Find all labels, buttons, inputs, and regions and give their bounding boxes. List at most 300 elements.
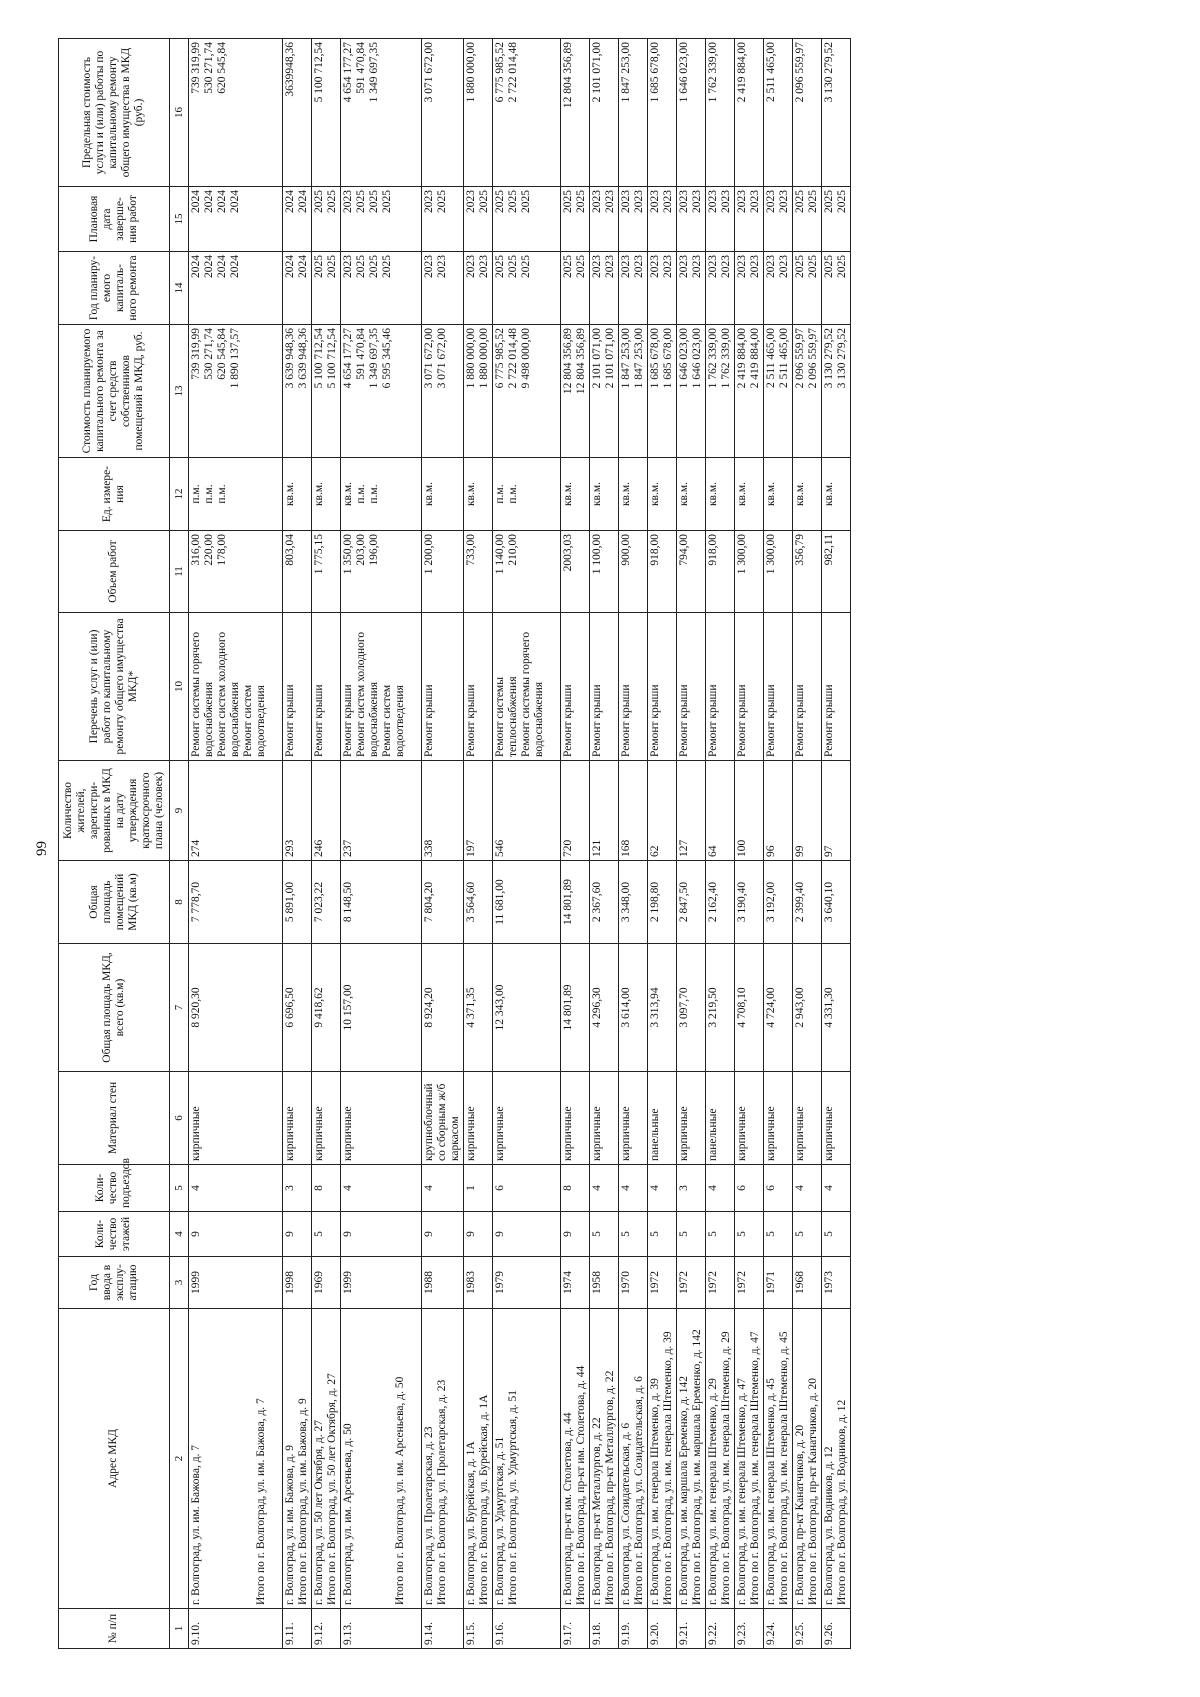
- work-list-cell: [463, 613, 492, 761]
- premises-area-cell: 7 778,70: [189, 861, 283, 944]
- work-volume-line: 1 200,00: [423, 534, 436, 575]
- address-line: г. Волгоград, ул. им. Арсеньева, д. 50: [342, 1423, 355, 1605]
- planned-year-line: 2025: [561, 255, 574, 278]
- repair-cost-cell: [560, 325, 589, 458]
- work-volume-cell: [560, 531, 589, 613]
- address-line: г. Волгоград, ул. Бурейская, д. 1А: [464, 1441, 477, 1605]
- work-list-line: [836, 616, 849, 757]
- wall-material-cell: кирпичные: [763, 1072, 792, 1165]
- address-cell: [312, 1309, 341, 1609]
- address-line: г. Волгоград, ул. Пролетарская, д. 23: [423, 1426, 436, 1605]
- completion-date-line: 2025: [574, 190, 587, 213]
- completion-date-line: 2025: [793, 190, 806, 213]
- address-line: г. Волгоград, ул. им. генерала Штеменко, д. 45: [764, 1378, 777, 1605]
- repair-cost-line: 1 847 253,00: [619, 328, 632, 389]
- work-volume-line: [691, 534, 704, 609]
- work-volume-cell: [492, 531, 560, 613]
- repair-cost-line: 3 130 279,52: [835, 328, 848, 389]
- unit-line: [229, 461, 242, 527]
- planned-year-line: 2024: [216, 255, 229, 278]
- limit-cost-cell: [463, 39, 492, 187]
- unit-line: п.м.: [203, 484, 216, 504]
- repair-cost-line: 3 639 948,36: [284, 328, 297, 389]
- row-number-cell: 9.17.: [560, 1609, 589, 1649]
- residents-count-cell: 197: [463, 761, 492, 861]
- work-volume-line: 203,00: [355, 534, 368, 566]
- unit-line: [436, 461, 449, 527]
- address-cell: [705, 1309, 734, 1609]
- address-cell: [492, 1309, 560, 1609]
- residents-count-cell: 96: [763, 761, 792, 861]
- floors-count-cell: 5: [705, 1212, 734, 1257]
- limit-cost-line: [662, 42, 675, 183]
- repair-cost-line: 2 419 884,00: [748, 328, 761, 389]
- work-volume-line: 1 140,00: [493, 534, 506, 575]
- address-cell: [618, 1309, 647, 1609]
- completion-date-cell: [341, 187, 422, 252]
- limit-cost-line: [478, 42, 491, 183]
- year-built-cell: 1969: [312, 1257, 341, 1309]
- repair-cost-line: 2 101 071,00: [603, 328, 616, 389]
- planned-year-line: 2025: [368, 255, 381, 278]
- year-built-cell: 1999: [189, 1257, 283, 1309]
- work-volume-line: [381, 534, 394, 609]
- address-line: г. Волгоград, ул. им. генерала Штеменко, д. 29: [706, 1378, 719, 1605]
- repair-cost-cell: [492, 325, 560, 458]
- address-line: г. Волгоград, пр-кт им. Столетова, д. 44: [561, 1412, 574, 1605]
- address-line: Итого по г. Волгоград, ул. им. генерала Штеменко, д. 29: [719, 1331, 732, 1605]
- year-built-cell: 1998: [283, 1257, 312, 1309]
- limit-cost-line: 6 775 985,52: [493, 42, 506, 103]
- work-volume-cell: [341, 531, 422, 613]
- completion-date-line: 2025: [493, 190, 506, 213]
- planned-year-line: 2025: [313, 255, 326, 278]
- repair-cost-cell: [792, 325, 821, 458]
- repair-cost-line: 5 100 712,54: [326, 328, 339, 389]
- repair-cost-cell: [705, 325, 734, 458]
- floors-count-cell: 9: [463, 1212, 492, 1257]
- address-cell: [189, 1309, 283, 1609]
- work-volume-line: [297, 534, 310, 609]
- planned-year-cell: [676, 252, 705, 325]
- planned-year-line: 2025: [835, 255, 848, 278]
- limit-cost-line: [520, 42, 533, 183]
- total-area-cell: 3 614,00: [618, 944, 647, 1072]
- table-row: [792, 39, 821, 1649]
- address-line: г. Волгоград, ул. им. генерала Штеменко, д. 47: [735, 1378, 748, 1605]
- repair-cost-line: 530 271,74: [203, 328, 216, 380]
- floors-count-cell: 5: [647, 1212, 676, 1257]
- repair-cost-cell: [422, 325, 464, 458]
- wall-material-cell: кирпичные: [560, 1072, 589, 1165]
- work-list-line: Ремонт крыши: [313, 684, 326, 757]
- unit-line: [478, 461, 491, 527]
- planned-year-cell: [463, 252, 492, 325]
- work-list-cell: [821, 613, 850, 761]
- work-volume-line: 356,79: [793, 534, 806, 566]
- address-line: Итого по г. Волгоград, ул. им. генерала Штеменко, д. 45: [777, 1331, 790, 1605]
- address-line: г. Волгоград, ул. им. Бажова, д. 7: [190, 1444, 203, 1605]
- limit-cost-cell: [618, 39, 647, 187]
- work-volume-cell: [422, 531, 464, 613]
- limit-cost-line: 1 880 000,00: [464, 42, 477, 103]
- repair-cost-line: 3 130 279,52: [822, 328, 835, 389]
- repair-cost-cell: [618, 325, 647, 458]
- table-row: [341, 39, 422, 1649]
- table-row: [618, 39, 647, 1649]
- planned-year-line: 2024: [284, 255, 297, 278]
- row-number-cell: 9.10.: [189, 1609, 283, 1649]
- limit-cost-cell: [492, 39, 560, 187]
- residents-count-cell: 237: [341, 761, 422, 861]
- unit-line: кв.м.: [342, 481, 355, 507]
- column-header: № п/п: [59, 1609, 170, 1649]
- completion-date-line: 2023: [603, 190, 616, 213]
- work-list-cell: [492, 613, 560, 761]
- residents-count-cell: 121: [589, 761, 618, 861]
- completion-date-line: 2025: [381, 190, 394, 213]
- work-list-line: Ремонт крыши: [590, 684, 603, 757]
- row-number-cell: 9.14.: [422, 1609, 464, 1649]
- limit-cost-line: [720, 42, 733, 183]
- completion-date-line: 2023: [677, 190, 690, 213]
- header-row: [59, 39, 170, 1649]
- work-list-line: [691, 616, 704, 757]
- completion-date-cell: [492, 187, 560, 252]
- limit-cost-line: [326, 42, 339, 183]
- limit-cost-line: 2 101 071,00: [590, 42, 603, 103]
- address-line: г. Волгоград, пр-кт Канатчиков, д. 20: [793, 1424, 806, 1605]
- entrances-count-cell: 6: [492, 1165, 560, 1212]
- total-area-cell: 4 371,35: [463, 944, 492, 1072]
- completion-date-cell: [792, 187, 821, 252]
- work-volume-line: [520, 534, 533, 609]
- repair-cost-line: 3 639 948,36: [297, 328, 310, 389]
- completion-date-line: 2025: [822, 190, 835, 213]
- unit-cell: [618, 458, 647, 531]
- residents-count-cell: 62: [647, 761, 676, 861]
- total-area-cell: 8 920,30: [189, 944, 283, 1072]
- repair-cost-line: 12 804 356,89: [574, 328, 587, 395]
- unit-line: [807, 461, 820, 527]
- completion-date-line: 2023: [423, 190, 436, 213]
- address-line: г. Волгоград, ул. им. Бажова, д. 9: [284, 1444, 297, 1605]
- limit-cost-line: 2 419 884,00: [735, 42, 748, 103]
- address-line: Итого по г. Волгоград, ул. 50 лет Октября, д. 27: [326, 1373, 339, 1605]
- work-volume-line: [836, 534, 849, 609]
- entrances-count-cell: 3: [283, 1165, 312, 1212]
- work-volume-cell: [463, 531, 492, 613]
- work-list-line: [546, 616, 559, 757]
- year-built-cell: 1972: [647, 1257, 676, 1309]
- work-volume-line: [604, 534, 617, 609]
- limit-cost-line: [836, 42, 849, 183]
- repair-cost-line: 3 071 672,00: [423, 328, 436, 389]
- limit-cost-line: 591 470,84: [355, 42, 368, 94]
- year-built-cell: 1983: [463, 1257, 492, 1309]
- column-header: Плановая дата заверше-ния работ: [59, 187, 170, 252]
- work-list-line: [778, 616, 791, 757]
- entrances-count-cell: 1: [463, 1165, 492, 1212]
- repair-cost-line: 591 470,84: [355, 328, 368, 380]
- capital-repair-table: [58, 38, 851, 1649]
- work-volume-line: 794,00: [677, 534, 690, 566]
- limit-cost-line: 2 722 014,48: [506, 42, 519, 103]
- address-cell: [341, 1309, 422, 1609]
- premises-area-cell: 11 681,00: [492, 861, 560, 944]
- repair-cost-line: 3 071 672,00: [436, 328, 449, 389]
- address-cell: [763, 1309, 792, 1609]
- completion-date-line: 2023: [632, 190, 645, 213]
- planned-year-cell: [647, 252, 676, 325]
- unit-line: [297, 461, 310, 527]
- planned-year-line: 2025: [822, 255, 835, 278]
- address-line: г. Волгоград, ул. Удмуртская, д. 51: [493, 1436, 506, 1605]
- total-area-cell: 10 157,00: [341, 944, 422, 1072]
- repair-cost-line: 1 685 678,00: [648, 328, 661, 389]
- repair-cost-cell: [341, 325, 422, 458]
- column-header: Объем работ: [59, 531, 170, 613]
- year-built-cell: 1972: [734, 1257, 763, 1309]
- row-number-cell: 9.23.: [734, 1609, 763, 1649]
- limit-cost-cell: [283, 39, 312, 187]
- work-volume-line: 196,00: [368, 534, 381, 566]
- address-line: [203, 1312, 216, 1605]
- floors-count-cell: 5: [763, 1212, 792, 1257]
- planned-year-line: 2023: [590, 255, 603, 278]
- work-volume-line: [478, 534, 491, 609]
- limit-cost-cell: [676, 39, 705, 187]
- planned-year-line: 2023: [735, 255, 748, 278]
- table-row: [821, 39, 850, 1649]
- planned-year-cell: [618, 252, 647, 325]
- total-area-cell: 2 943,00: [792, 944, 821, 1072]
- total-area-cell: 9 418,62: [312, 944, 341, 1072]
- premises-area-cell: 14 801,89: [560, 861, 589, 944]
- column-header: Стоимость планируемого капитального ремонта за счет средств собственников помещений в МКД, руб.: [59, 325, 170, 458]
- work-list-cell: [341, 613, 422, 761]
- repair-cost-line: 1 646 023,00: [690, 328, 703, 389]
- entrances-count-cell: 8: [312, 1165, 341, 1212]
- completion-date-line: 2025: [326, 190, 339, 213]
- planned-year-line: 2024: [297, 255, 310, 278]
- row-number-cell: 9.21.: [676, 1609, 705, 1649]
- unit-line: п.м.: [493, 484, 506, 504]
- column-number: 11: [169, 531, 188, 613]
- repair-cost-line: 1 890 137,57: [229, 328, 242, 389]
- completion-date-line: 2025: [313, 190, 326, 213]
- total-area-cell: 4 724,00: [763, 944, 792, 1072]
- work-list-line: [478, 616, 491, 757]
- year-built-cell: 1979: [492, 1257, 560, 1309]
- unit-cell: [312, 458, 341, 531]
- row-number-cell: 9.13.: [341, 1609, 422, 1649]
- address-line: Итого по г. Волгоград, ул. им. генерала Штеменко, д. 47: [748, 1331, 761, 1605]
- residents-count-cell: 100: [734, 761, 763, 861]
- premises-area-cell: 3 190,40: [734, 861, 763, 944]
- row-number-cell: 9.24.: [763, 1609, 792, 1649]
- repair-cost-cell: [734, 325, 763, 458]
- column-number: 2: [169, 1309, 188, 1609]
- work-volume-line: [778, 534, 791, 609]
- unit-line: [778, 461, 791, 527]
- row-number-cell: 9.11.: [283, 1609, 312, 1649]
- work-volume-line: 733,00: [464, 534, 477, 566]
- planned-year-line: 2024: [203, 255, 216, 278]
- completion-date-line: 2025: [355, 190, 368, 213]
- completion-date-line: 2023: [464, 190, 477, 213]
- column-number: 12: [169, 458, 188, 531]
- unit-line: п.м.: [506, 484, 519, 504]
- work-list-line: Ремонт крыши: [648, 684, 661, 757]
- completion-date-line: 2025: [368, 190, 381, 213]
- row-number-cell: 9.16.: [492, 1609, 560, 1649]
- limit-cost-cell: [422, 39, 464, 187]
- work-volume-line: 900,00: [619, 534, 632, 566]
- unit-line: п.м.: [190, 484, 203, 504]
- column-header: Год ввода в эксплу-атацию: [59, 1257, 170, 1309]
- entrances-count-cell: 6: [763, 1165, 792, 1212]
- work-volume-line: [229, 534, 242, 609]
- completion-date-line: 2024: [229, 190, 242, 213]
- table-row: [763, 39, 792, 1649]
- limit-cost-line: [436, 42, 449, 183]
- work-list-cell: [792, 613, 821, 761]
- work-volume-cell: [189, 531, 283, 613]
- work-list-line: [749, 616, 762, 757]
- address-line: [242, 1312, 255, 1605]
- premises-area-cell: 3 640,10: [821, 861, 850, 944]
- limit-cost-cell: [821, 39, 850, 187]
- planned-year-cell: [734, 252, 763, 325]
- planned-year-cell: [189, 252, 283, 325]
- work-list-line: Ремонт крыши: [423, 684, 436, 757]
- premises-area-cell: 7 804,20: [422, 861, 464, 944]
- column-number: 5: [169, 1165, 188, 1212]
- completion-date-cell: [283, 187, 312, 252]
- work-list-cell: [283, 613, 312, 761]
- limit-cost-line: 2 511 465,00: [764, 42, 777, 102]
- wall-material-cell: кирпичные: [189, 1072, 283, 1165]
- limit-cost-line: 530 271,74: [203, 42, 216, 94]
- completion-date-cell: [821, 187, 850, 252]
- total-area-cell: 14 801,89: [560, 944, 589, 1072]
- premises-area-cell: 2 198,80: [647, 861, 676, 944]
- work-list-line: [720, 616, 733, 757]
- address-line: Итого по г. Волгоград, пр-кт Канатчиков, д. 20: [806, 1378, 819, 1605]
- table-row: [422, 39, 464, 1649]
- work-volume-cell: [312, 531, 341, 613]
- work-list-cell: [312, 613, 341, 761]
- limit-cost-line: [297, 42, 310, 183]
- repair-cost-line: 2 511 465,00: [777, 328, 790, 388]
- unit-line: кв.м.: [793, 481, 806, 507]
- work-volume-line: [436, 534, 449, 609]
- completion-date-cell: [422, 187, 464, 252]
- work-volume-cell: [821, 531, 850, 613]
- work-volume-line: 178,00: [216, 534, 229, 566]
- work-volume-cell: [763, 531, 792, 613]
- limit-cost-line: 1 685 678,00: [648, 42, 661, 103]
- unit-line: кв.м.: [284, 481, 297, 507]
- completion-date-line: 2024: [284, 190, 297, 213]
- work-volume-line: [720, 534, 733, 609]
- repair-cost-line: 1 880 000,00: [464, 328, 477, 389]
- unit-cell: [763, 458, 792, 531]
- floors-count-cell: 5: [734, 1212, 763, 1257]
- column-number: 4: [169, 1212, 188, 1257]
- planned-year-line: 2023: [661, 255, 674, 278]
- entrances-count-cell: 4: [341, 1165, 422, 1212]
- entrances-count-cell: 4: [705, 1165, 734, 1212]
- address-line: Итого по г. Волгоград, ул. им. Бажова, д. 9: [297, 1398, 310, 1605]
- planned-year-line: 2023: [777, 255, 790, 278]
- completion-date-line: 2023: [619, 190, 632, 213]
- completion-date-line: 2023: [748, 190, 761, 213]
- repair-cost-line: 1 762 339,00: [719, 328, 732, 389]
- completion-date-line: 2023: [777, 190, 790, 213]
- repair-cost-line: 5 100 712,54: [313, 328, 326, 389]
- table-row: [560, 39, 589, 1649]
- address-line: г. Волгоград, пр-кт Металлургов, д. 22: [590, 1417, 603, 1605]
- work-list-line: Ремонт крыши: [677, 684, 690, 757]
- limit-cost-cell: [705, 39, 734, 187]
- table-row: [189, 39, 283, 1649]
- limit-cost-cell: [312, 39, 341, 187]
- work-list-line: [436, 616, 449, 757]
- unit-line: [575, 461, 588, 527]
- column-number: 7: [169, 944, 188, 1072]
- unit-cell: [705, 458, 734, 531]
- work-volume-line: [749, 534, 762, 609]
- unit-line: кв.м.: [464, 481, 477, 507]
- premises-area-cell: 2 847,50: [676, 861, 705, 944]
- work-volume-line: 1 300,00: [764, 534, 777, 575]
- repair-cost-line: 739 319,99: [190, 328, 203, 380]
- work-volume-line: [807, 534, 820, 609]
- repair-cost-line: 1 762 339,00: [706, 328, 719, 389]
- address-cell: [647, 1309, 676, 1609]
- wall-material-cell: панельные: [647, 1072, 676, 1165]
- address-cell: [422, 1309, 464, 1609]
- work-list-cell: [676, 613, 705, 761]
- completion-date-line: 2023: [590, 190, 603, 213]
- address-line: г. Волгоград, ул. им. генерала Штеменко, д. 39: [648, 1378, 661, 1605]
- column-number: 10: [169, 613, 188, 761]
- total-area-cell: 6 696,50: [283, 944, 312, 1072]
- completion-date-line: 2025: [506, 190, 519, 213]
- table-row: [283, 39, 312, 1649]
- table-row: [705, 39, 734, 1649]
- address-cell: [560, 1309, 589, 1609]
- work-list-line: Ремонт крыши: [342, 684, 355, 757]
- residents-count-cell: 293: [283, 761, 312, 861]
- floors-count-cell: 9: [283, 1212, 312, 1257]
- row-number-cell: 9.20.: [647, 1609, 676, 1649]
- limit-cost-line: 3 071 672,00: [423, 42, 436, 103]
- address-line: г. Волгоград, ул. Водников, д. 12: [822, 1446, 835, 1605]
- planned-year-line: 2023: [423, 255, 436, 278]
- limit-cost-line: 5 100 712,54: [313, 42, 326, 103]
- table-row: [463, 39, 492, 1649]
- unit-line: [326, 461, 339, 527]
- address-line: г. Волгоград, ул. им. маршала Еременко, д. 142: [677, 1375, 690, 1605]
- address-line: Итого по г. Волгоград, ул. им. Бажова, д. 7: [255, 1398, 268, 1605]
- planned-year-line: 2023: [342, 255, 355, 278]
- residents-count-cell: 274: [189, 761, 283, 861]
- completion-date-line: 2025: [436, 190, 449, 213]
- premises-area-cell: 7 023,22: [312, 861, 341, 944]
